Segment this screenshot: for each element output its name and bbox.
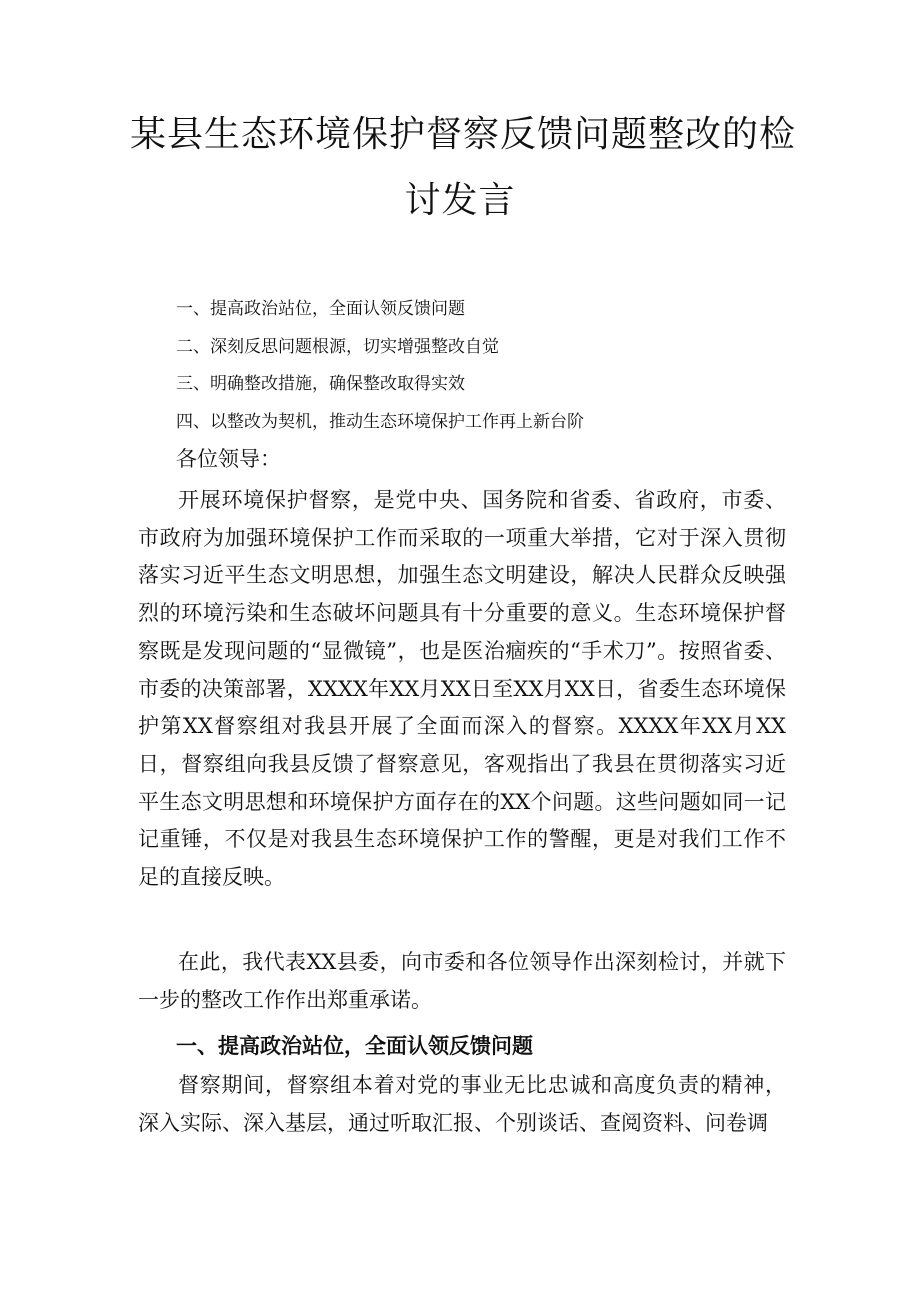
paragraph-intro: 开展环境保护督察，是党中央、国务院和省委、省政府，市委、市政府为加强环境保护工作而采取的一项重大举措，它对于深入贯彻落实习近平生态文明思想，加强生态文明建设，解决人民群众反映强烈的环境污染和生态破坏问题具有十分重要的意义。生态环境保护督察既是发现问题的“显微镜”，也是医治痼疾的“手术刀”。按照省委、市委的决策部署，XXXX年XX月XX日至XX月XX日，省委生态环境保护第XX督察组对我县开展了全面而深入的督察。XXXX年XX月XX日，督察组向我县反馈了督察意见，客观指出了我县在贯彻落实习近平生态文明思想和环境保护方面存在的XX个问题。这些问题如同一记记重锤，不仅是对我县生态环境保护工作的警醒，更是对我们工作不足的直接反映。 bbox=[138, 488, 786, 890]
toc-item: 四、以整改为契机，推动生态环境保护工作再上新台阶 bbox=[176, 411, 584, 432]
salutation: 各位领导： bbox=[176, 447, 281, 471]
section-heading-1: 一、提高政治站位，全面认领反馈问题 bbox=[176, 1033, 533, 1058]
paragraph-pledge: 在此，我代表XX县委，向市委和各位领导作出深刻检讨，并就下一步的整改工作作出郑重承诺。 bbox=[138, 950, 786, 1012]
toc-item: 二、深刻反思问题根源，切实增强整改自觉 bbox=[176, 336, 499, 357]
document-title-line-1: 某县生态环境保护督察反馈问题整改的检 bbox=[130, 114, 797, 155]
paragraph-section-1: 督察期间，督察组本着对党的事业无比忠诚和高度负责的精神，深入实际、深入基层，通过听取汇报、个别谈话、查阅资料、问卷调 bbox=[138, 1073, 786, 1135]
table-of-contents bbox=[176, 294, 584, 444]
toc-item: 一、提高政治站位，全面认领反馈问题 bbox=[176, 299, 465, 319]
toc-item: 三、明确整改措施，确保整改取得实效 bbox=[176, 374, 465, 394]
document-title-line-2: 讨发言 bbox=[404, 180, 516, 221]
